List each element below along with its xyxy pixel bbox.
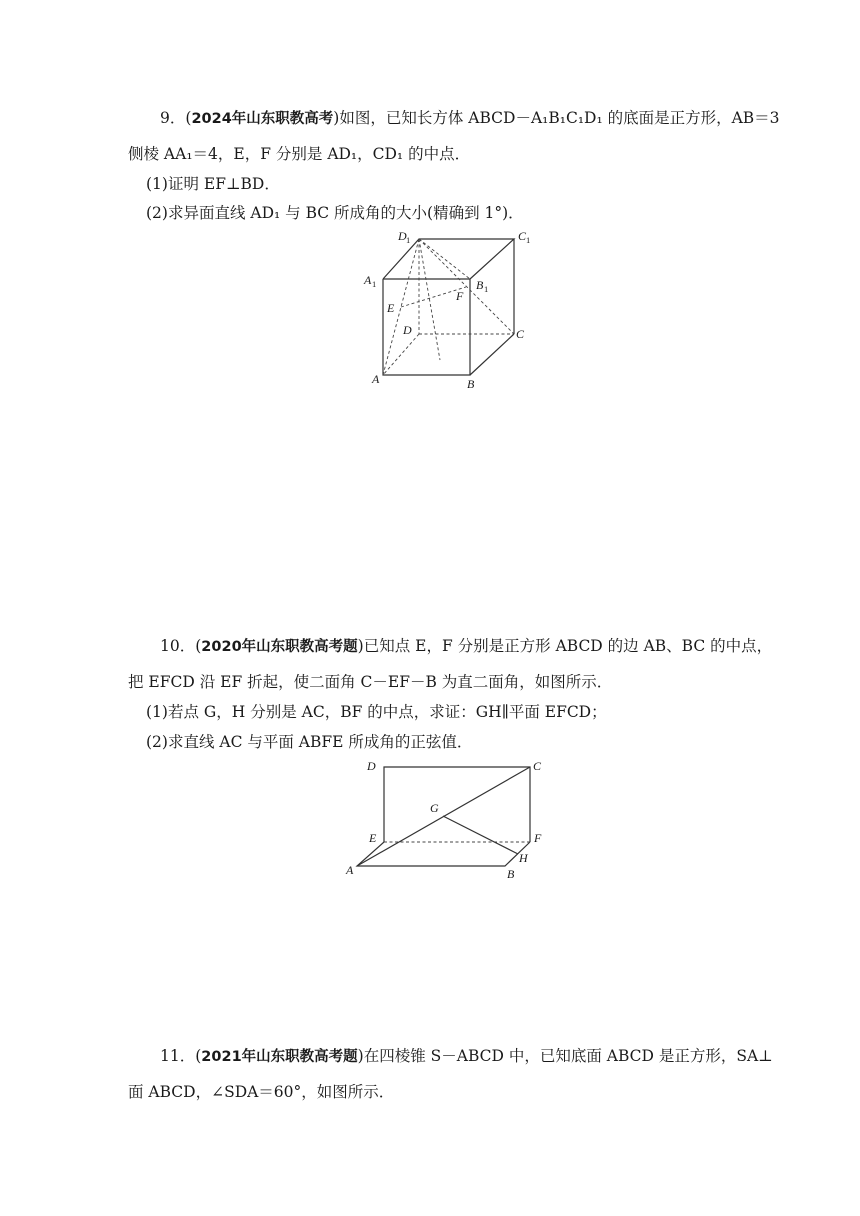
label-F: F — [534, 831, 542, 845]
problem-text: 如图，已知长方体 ABCD－A₁B₁C₁D₁ 的底面是正方形，AB＝3 — [339, 109, 780, 127]
label-D: D — [367, 759, 376, 773]
label-A1: A — [364, 273, 372, 287]
problem-source: 2021年山东职教高考题 — [201, 1049, 358, 1065]
problem-text: 已知点 E，F 分别是正方形 ABCD 的边 AB、BC 的中点， — [363, 637, 773, 655]
problem-10-part-2: (2)求直线 AC 与平面 ABFE 所成角的正弦值． — [146, 733, 473, 751]
label-C1: C — [518, 229, 527, 243]
problem-9-part-1: (1)证明 EF⊥BD． — [146, 175, 280, 193]
problem-11-line-2: 面 ABCD，∠SDA＝60°，如图所示． — [128, 1083, 395, 1101]
problem-10-line-1: 10．(2020年山东职教高考题)已知点 E，F 分别是正方形 ABCD 的边 AB、BC 的中点， — [160, 637, 773, 655]
label-C: C — [533, 759, 542, 773]
svg-text:1: 1 — [526, 235, 531, 245]
label-B: B — [467, 377, 475, 391]
problem-9-line-1: 9．(2024年山东职教高考)如图，已知长方体 ABCD－A₁B₁C₁D₁ 的底面是正方形，AB＝3 — [160, 109, 780, 127]
label-E: E — [369, 831, 377, 845]
label-G: G — [430, 801, 439, 815]
svg-text:1: 1 — [372, 279, 377, 289]
label-E: E — [387, 301, 395, 315]
problem-source: 2024年山东职教高考 — [191, 111, 334, 127]
label-B1: B — [476, 278, 484, 292]
label-A: A — [372, 372, 380, 386]
problem-number: 10． — [160, 637, 196, 655]
problem-11-line-1: 11．(2021年山东职教高考题)在四棱锥 S－ABCD 中，已知底面 ABCD 是正方形，SA⊥ — [160, 1047, 773, 1065]
label-H: H — [519, 851, 528, 865]
problem-10-part-1: (1)若点 G，H 分别是 AC，BF 的中点，求证：GH∥平面 EFCD； — [146, 703, 607, 721]
problem-source: 2020年山东职教高考题 — [201, 639, 358, 655]
label-B: B — [507, 867, 515, 881]
label-D1: D — [398, 229, 407, 243]
svg-text:1: 1 — [484, 284, 489, 294]
problem-9-line-2: 侧棱 AA₁＝4，E，F 分别是 AD₁，CD₁ 的中点． — [128, 145, 471, 163]
problem-text: 在四棱锥 S－ABCD 中，已知底面 ABCD 是正方形，SA⊥ — [363, 1047, 773, 1065]
svg-text:1: 1 — [406, 235, 411, 245]
label-A: A — [346, 863, 354, 877]
problem-number: 11． — [160, 1047, 196, 1065]
problem-9-part-2: (2)求异面直线 AD₁ 与 BC 所成角的大小(精确到 1°)． — [146, 204, 524, 222]
label-C: C — [516, 327, 525, 341]
label-D: D — [403, 323, 412, 337]
label-F: F — [456, 289, 464, 303]
problem-number: 9． — [160, 109, 186, 127]
problem-10-line-2: 把 EFCD 沿 EF 折起，使二面角 C－EF－B 为直二面角，如图所示． — [128, 673, 613, 691]
